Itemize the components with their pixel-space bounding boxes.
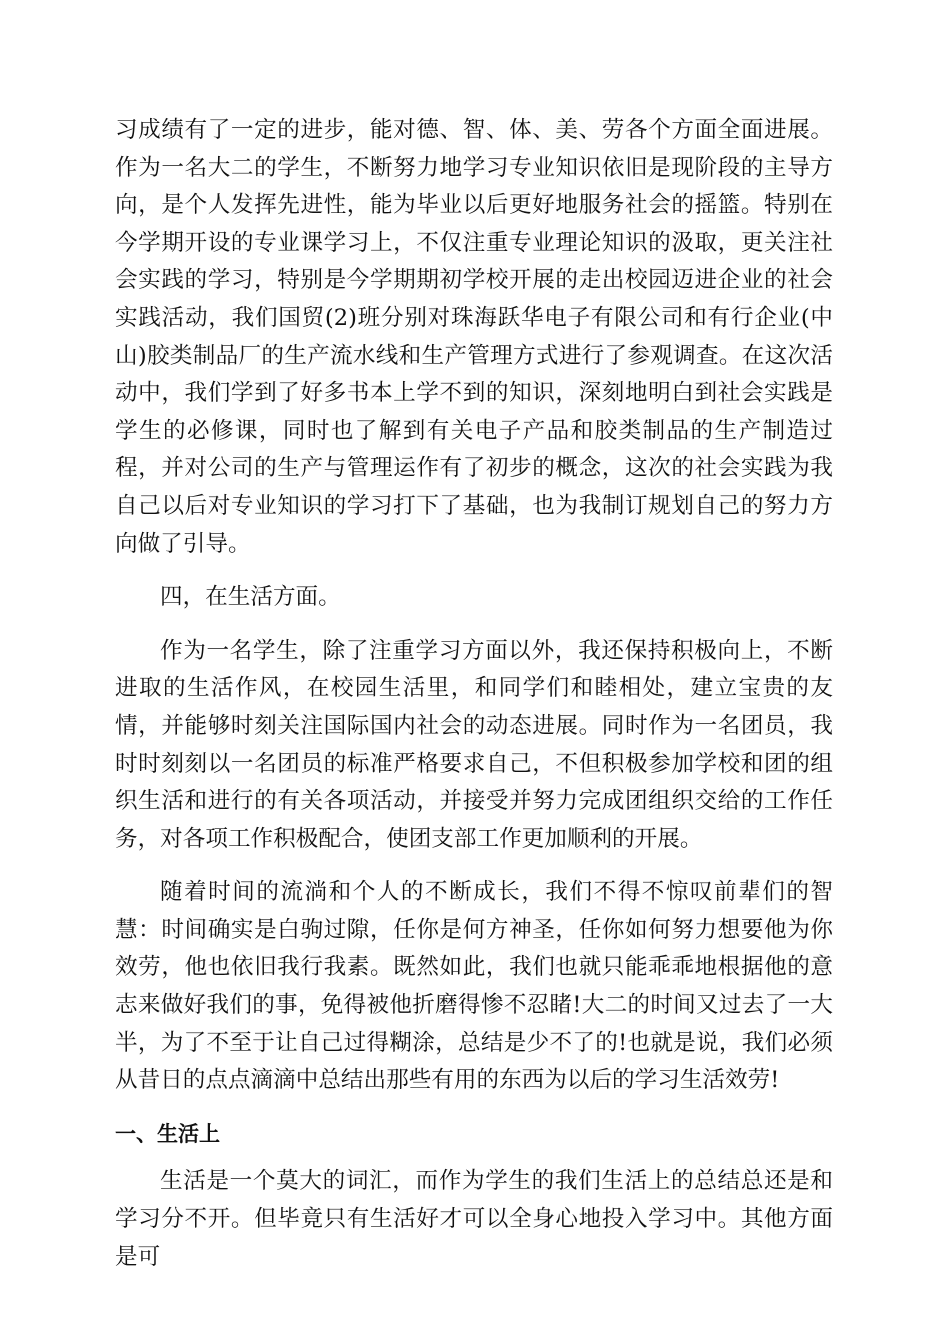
section-heading-life: 一、生活上 [115,1121,220,1146]
paragraph-student-life: 作为一名学生，除了注重学习方面以外，我还保持积极向上，不断进取的生活作风，在校园生活里，和同学们和睦相处，建立宝贵的友情，并能够时刻关注国际国内社会的动态进展。同时作为一名团员，我时时刻刻以一名团员的标准严格要求自己，不但积极参加学校和团的组织生活和进行的有关各项活动，并接受并努力完成团组织交给的工作任务，对各项工作积极配合，使团支部工作更加顺利的开展。 [115,637,833,852]
section-heading-life-aspect: 四，在生活方面。 [160,584,341,611]
document-body [115,112,833,1276]
paragraph-time-reflection: 随着时间的流淌和个人的不断成长，我们不得不惊叹前辈们的智慧：时间确实是白驹过隙，任你是何方神圣，任你如何努力想要他为你效劳，他也依旧我行我素。既然如此，我们也就只能乖乖地根据他的意志来做好我们的事，免得被他折磨得惨不忍睹!大二的时间又过去了一大半，为了不至于让自己过得糊涂，总结是少不了的!也就是说，我们必须从昔日的点点滴滴中总结出那些有用的东西为以后的学习生活效劳! [115,879,833,1094]
paragraph-life-summary: 生活是一个莫大的词汇，而作为学生的我们生活上的总结总还是和学习分不开。但毕竟只有生活好才可以全身心地投入学习中。其他方面是可 [115,1168,833,1270]
paragraph-study-progress: 习成绩有了一定的进步，能对德、智、体、美、劳各个方面全面进展。作为一名大二的学生，不断努力地学习专业知识依旧是现阶段的主导方向，是个人发挥先进性，能为毕业以后更好地服务社会的摇篮。特别在今学期开设的专业课学习上，不仅注重专业理论知识的汲取，更关注社会实践的学习，特别是今学期期初学校开展的走出校园迈进企业的社会实践活动，我们国贸(2)班分别对珠海跃华电子有限公司和有行企业(中山)胶类制品厂的生产流水线和生产管理方式进行了参观调查。在这次活动中，我们学到了好多书本上学不到的知识，深刻地明白到社会实践是学生的必修课，同时也了解到有关电子产品和胶类制品的生产制造过程，并对公司的生产与管理运作有了初步的概念，这次的社会实践为我自己以后对专业知识的学习打下了基础，也为我制订规划自己的努力方向做了引导。 [115,117,833,557]
